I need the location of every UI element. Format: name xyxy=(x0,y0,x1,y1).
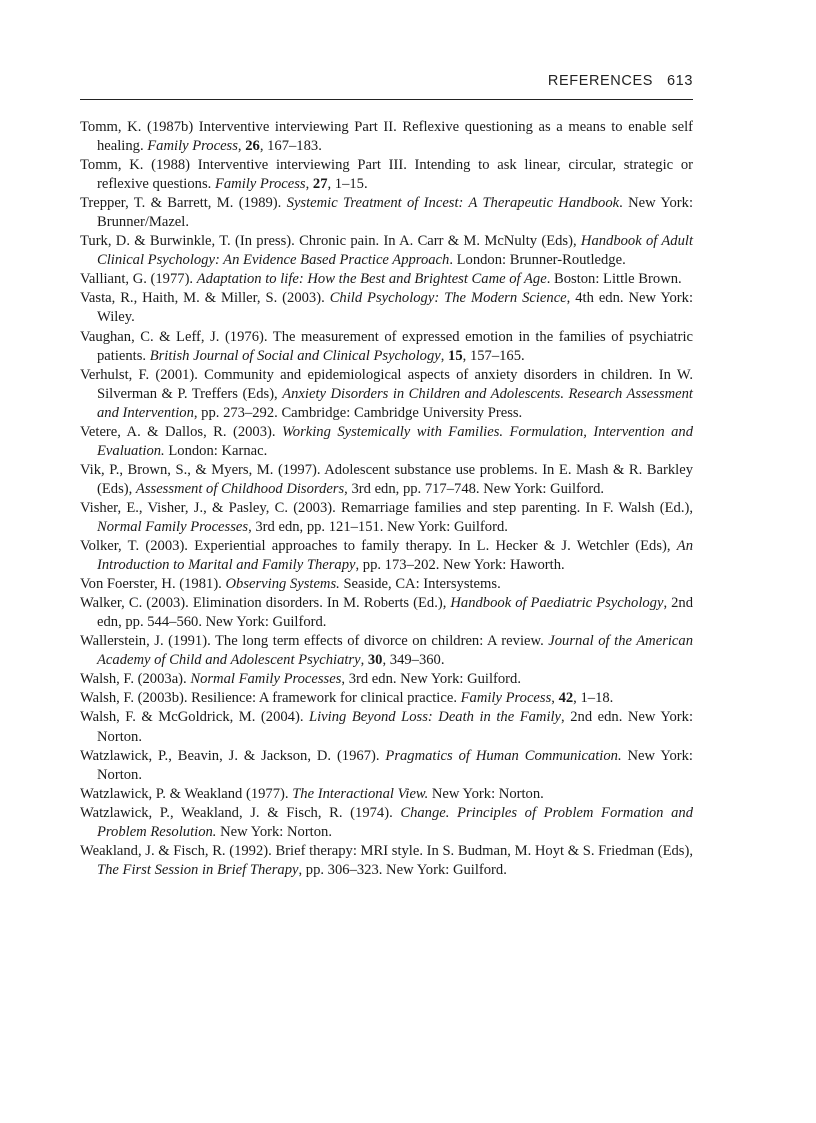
reference-text: Von Foerster, H. (1981). xyxy=(80,576,226,593)
reference-text: , xyxy=(237,138,246,155)
reference-title-italic: Handbook of Adult Clinical Psychology: An Evidence Based Practice Approach xyxy=(97,233,693,269)
reference-text: Visher, E., Visher, J., & Pasley, C. (2003). Remarriage families and step parenting. In F. Walsh (Ed.), xyxy=(80,499,693,516)
reference-text: , xyxy=(551,690,559,707)
reference-title-italic: Observing Systems. xyxy=(225,576,340,593)
reference-entry xyxy=(80,499,693,537)
reference-title-italic: An Introduction to Marital and Family Therapy xyxy=(97,538,693,574)
reference-entry xyxy=(80,594,693,632)
reference-entry xyxy=(80,194,693,232)
reference-title-italic: Child Psychology: The Modern Science xyxy=(329,290,567,307)
reference-title-italic: The First Session in Brief Therapy xyxy=(97,861,299,878)
reference-text: Tomm, K. (1987b) Interventive interviewing Part II. Reflexive questioning as a means to enable self healing. xyxy=(80,119,693,155)
reference-volume-bold: 42 xyxy=(558,690,574,707)
reference-entry xyxy=(80,842,693,880)
reference-title-italic: Working Systemically with Families. Formulation, Intervention and Evaluation. xyxy=(97,423,693,459)
reference-text: , xyxy=(440,347,449,364)
reference-entry xyxy=(80,328,693,366)
reference-text: , 4th edn. New York: Wiley. xyxy=(97,290,694,326)
reference-text: , 2nd edn, pp. 544–560. New York: Guilford. xyxy=(97,595,694,631)
reference-entry xyxy=(80,118,693,156)
reference-title-italic: Normal Family Processes xyxy=(97,518,249,535)
reference-entry xyxy=(80,804,693,842)
reference-text: , 1–15. xyxy=(327,176,368,193)
reference-text: Walsh, F. & McGoldrick, M. (2004). xyxy=(80,709,310,726)
reference-entry xyxy=(80,366,693,423)
reference-text: , xyxy=(305,176,313,193)
reference-text: , xyxy=(360,652,368,669)
page-number: 613 xyxy=(667,73,693,89)
reference-text: Valliant, G. (1977). xyxy=(80,271,197,288)
reference-volume-bold: 30 xyxy=(367,652,383,669)
reference-title-italic: Family Process xyxy=(460,690,552,707)
reference-text: , 167–183. xyxy=(259,138,322,155)
reference-title-italic: Family Process xyxy=(147,138,238,155)
reference-title-italic: Pragmatics of Human Communication. xyxy=(385,747,622,764)
reference-entry xyxy=(80,461,693,499)
reference-text: , 3rd edn, pp. 717–748. New York: Guilford. xyxy=(344,480,605,497)
reference-text: , pp. 306–323. New York: Guilford. xyxy=(298,861,507,878)
reference-text: Watzlawick, P., Beavin, J. & Jackson, D. (1967). xyxy=(80,747,386,764)
reference-title-italic: British Journal of Social and Clinical Psychology xyxy=(149,347,441,364)
reference-text: Vetere, A. & Dallos, R. (2003). xyxy=(80,423,282,440)
reference-text: Vasta, R., Haith, M. & Miller, S. (2003). xyxy=(80,290,330,307)
reference-title-italic: Adaptation to life: How the Best and Brightest Came of Age xyxy=(196,271,547,288)
reference-text: . Boston: Little Brown. xyxy=(546,271,682,288)
reference-title-italic: Assessment of Childhood Disorders xyxy=(135,480,345,497)
reference-text: . London: Brunner-Routledge. xyxy=(449,252,626,269)
reference-text: Verhulst, F. (2001). Community and epidemiological aspects of anxiety disorders in children. In W. Silverman & P. Treffers (Eds), xyxy=(80,366,693,402)
reference-entry xyxy=(80,423,693,461)
reference-volume-bold: 26 xyxy=(245,138,260,155)
reference-volume-bold: 27 xyxy=(312,176,328,193)
reference-entry xyxy=(80,575,693,594)
reference-title-italic: Living Beyond Loss: Death in the Family xyxy=(309,709,562,726)
reference-text: New York: Norton. xyxy=(428,785,544,802)
reference-title-italic: Journal of the American Academy of Child and Adolescent Psychiatry xyxy=(97,633,693,669)
reference-entry xyxy=(80,708,693,746)
reference-text: Watzlawick, P., Weakland, J. & Fisch, R. (1974). xyxy=(80,804,401,821)
reference-text: , pp. 173–202. New York: Haworth. xyxy=(355,557,565,574)
reference-text: , pp. 273–292. Cambridge: Cambridge University Press. xyxy=(193,404,523,421)
reference-text: Vaughan, C. & Leff, J. (1976). The measurement of expressed emotion in the families of psychiatric patients. xyxy=(80,328,693,364)
reference-entry xyxy=(80,670,693,689)
reference-entry xyxy=(80,289,693,327)
reference-text: Watzlawick, P. & Weakland (1977). xyxy=(80,785,293,802)
reference-text: Volker, T. (2003). Experiential approaches to family therapy. In L. Hecker & J. Wetchler (Eds), xyxy=(80,538,677,555)
reference-title-italic: Normal Family Processes xyxy=(190,671,342,688)
reference-text: London: Karnac. xyxy=(164,442,268,459)
reference-title-italic: The Interactional View. xyxy=(292,785,429,802)
reference-entry xyxy=(80,156,693,194)
reference-entry xyxy=(80,270,693,289)
reference-text: Walsh, F. (2003a). xyxy=(80,671,191,688)
reference-entry xyxy=(80,785,693,804)
reference-text: , 3rd edn. New York: Guilford. xyxy=(341,671,521,688)
reference-text: Wallerstein, J. (1991). The long term effects of divorce on children: A review. xyxy=(80,633,549,650)
reference-text: New York: Norton. xyxy=(97,747,693,783)
reference-entry xyxy=(80,747,693,785)
reference-text: , 349–360. xyxy=(382,652,445,669)
running-header xyxy=(80,73,693,100)
reference-text: , 1–18. xyxy=(573,690,614,707)
reference-text: , 2nd edn. New York: Norton. xyxy=(97,709,694,745)
reference-text: Turk, D. & Burwinkle, T. (In press). Chronic pain. In A. Carr & M. McNulty (Eds), xyxy=(80,233,581,250)
reference-title-italic: Handbook of Paediatric Psychology xyxy=(450,595,664,612)
reference-text: Seaside, CA: Intersystems. xyxy=(339,576,501,593)
reference-text: Trepper, T. & Barrett, M. (1989). xyxy=(80,195,287,212)
reference-text: Walsh, F. (2003b). Resilience: A framework for clinical practice. xyxy=(80,690,461,707)
reference-volume-bold: 15 xyxy=(448,347,463,364)
reference-text: New York: Norton. xyxy=(216,823,332,840)
reference-text: Tomm, K. (1988) Interventive interviewing Part III. Intending to ask linear, circular, strategic or reflexive questions. xyxy=(80,157,693,193)
reference-text: , 3rd edn, pp. 121–151. New York: Guilford. xyxy=(248,518,508,535)
reference-text: , 157–165. xyxy=(462,347,525,364)
reference-text: Vik, P., Brown, S., & Myers, M. (1997). Adolescent substance use problems. In E. Mash & R. Barkley (Eds), xyxy=(80,461,693,497)
reference-title-italic: Systemic Treatment of Incest: A Therapeutic Handbook xyxy=(286,195,620,212)
section-title: REFERENCES xyxy=(547,73,653,89)
reference-entry xyxy=(80,632,693,670)
reference-entry xyxy=(80,232,693,270)
reference-title-italic: Family Process xyxy=(214,176,306,193)
reference-text: Weakland, J. & Fisch, R. (1992). Brief therapy: MRI style. In S. Budman, M. Hoyt & S. Friedman (Eds), xyxy=(80,842,693,859)
reference-entry xyxy=(80,689,693,708)
reference-title-italic: Anxiety Disorders in Children and Adolescents. Research Assessment and Intervention xyxy=(97,385,693,421)
reference-text: Walker, C. (2003). Elimination disorders. In M. Roberts (Ed.), xyxy=(80,595,451,612)
reference-title-italic: Change. Principles of Problem Formation and Problem Resolution. xyxy=(97,804,693,840)
reference-text: . New York: Brunner/Mazel. xyxy=(97,195,694,231)
reference-entry xyxy=(80,537,693,575)
reference-list xyxy=(80,118,693,880)
